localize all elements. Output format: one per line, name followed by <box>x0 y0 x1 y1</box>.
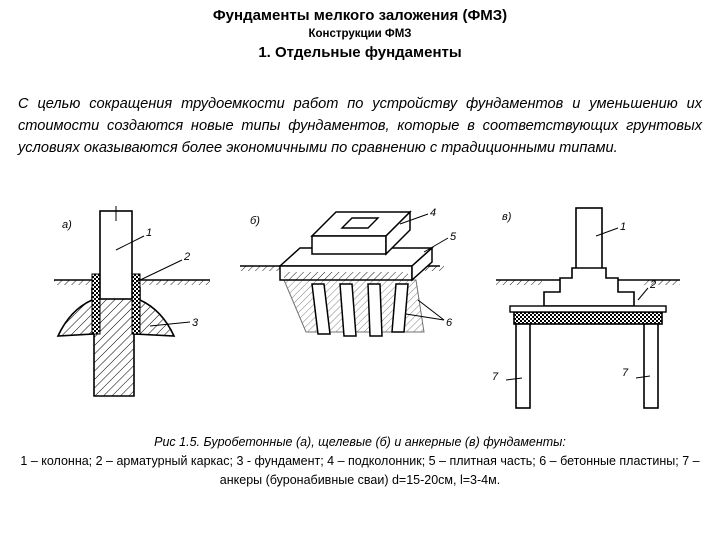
panel-b-drawing <box>240 207 457 336</box>
soil-hatch <box>496 280 542 285</box>
leader-line <box>638 288 648 300</box>
anchor-pile-right <box>644 324 658 408</box>
caption-legend: 1 – колонна; 2 – арматурный каркас; 3 - фундамент; 4 – подколонник; 5 – плитная часть; 6 – бетонные пластины; 7 – анкеры (буронабивные сваи) d=15-20см, l=3-4м. <box>20 454 700 487</box>
section-heading: 1. Отдельные фундаменты <box>258 44 462 61</box>
panel-a-drawing <box>54 206 210 396</box>
leader-line <box>424 238 448 252</box>
callout-7-right: 7 <box>622 367 629 379</box>
callout-6: 6 <box>446 317 453 329</box>
callout-4: 4 <box>430 207 437 219</box>
pedestal-front <box>312 236 386 254</box>
intro-paragraph: С целью сокращения трудоемкости работ по устройству фундаментов и уменьшению их стоимости создаются новые типы фундаментов, которые в соответствующих грунтовых условиях оказываются более экономичными по сравнению с традиционными типами. <box>18 96 702 156</box>
panel-c-letter: в) <box>502 211 512 223</box>
concrete-plate <box>368 284 382 336</box>
callout-2: 2 <box>184 251 191 263</box>
soil-hatch <box>642 280 680 285</box>
foundation-drawings <box>40 196 680 426</box>
callout-1: 1 <box>620 221 627 233</box>
column <box>100 211 132 299</box>
rebar-cage-left <box>92 274 100 334</box>
slab-soil-hatch <box>284 272 408 280</box>
foundation-figure <box>40 196 680 426</box>
rebar-cage-right <box>132 274 140 334</box>
bored-foundation-body <box>58 288 174 396</box>
callout-5: 5 <box>450 231 457 243</box>
page-title: Фундаменты мелкого заложения (ФМЗ) <box>212 7 508 24</box>
panel-b-letter: б) <box>250 215 260 227</box>
page-subtitle: Конструкции ФМЗ <box>308 28 412 40</box>
panel-a-letter: а) <box>62 219 72 231</box>
anchor-pile-left <box>516 324 530 408</box>
soil-hatch <box>240 266 282 271</box>
panel-c-drawing <box>492 208 680 408</box>
rebar-plate <box>514 312 662 324</box>
stepped-foundation <box>544 268 634 306</box>
plate-top <box>510 306 666 312</box>
callout-1: 1 <box>146 227 153 239</box>
soil-hatch <box>142 280 210 285</box>
callout-7-left: 7 <box>492 371 499 383</box>
caption-title: Рис 1.5. Буробетонные (а), щелевые (б) и анкерные (в) фундаменты: <box>154 435 566 449</box>
callout-2: 2 <box>650 279 657 291</box>
figure-caption <box>14 433 706 490</box>
callout-3: 3 <box>192 317 199 329</box>
leader-line <box>136 260 182 282</box>
